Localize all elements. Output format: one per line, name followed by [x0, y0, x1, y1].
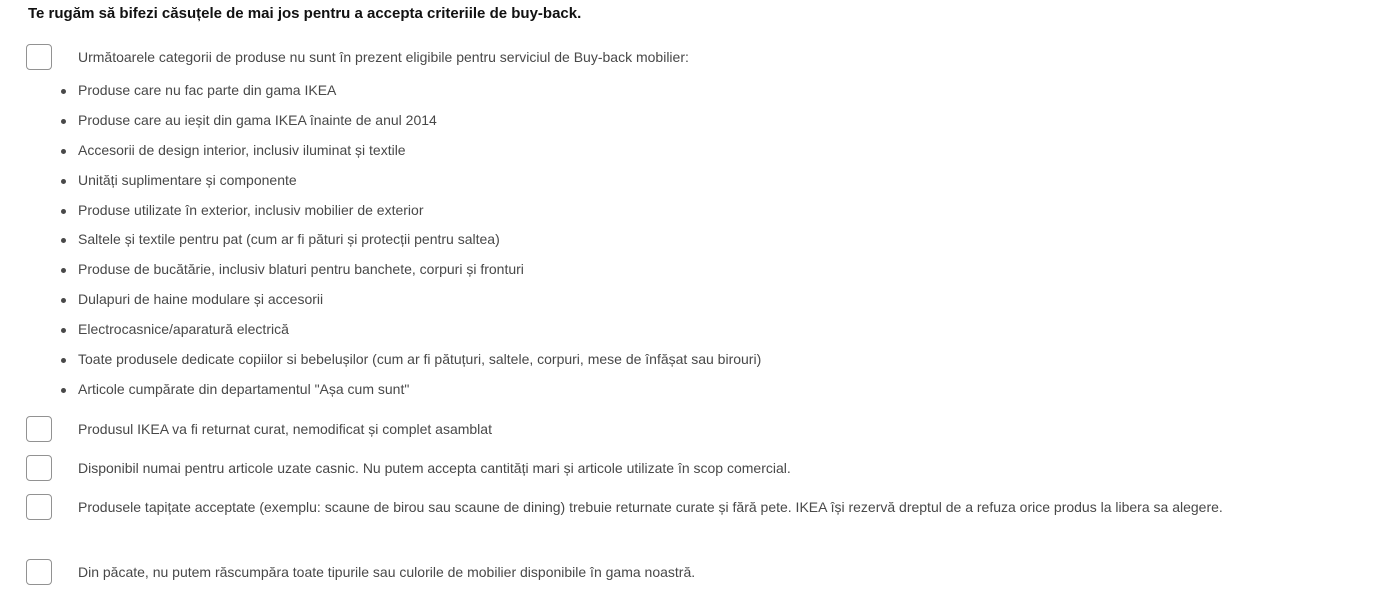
list-item: Dulapuri de haine modulare și accesorii: [58, 285, 761, 315]
list-item: Electrocasnice/aparatură electrică: [58, 315, 761, 345]
list-item: Accesorii de design interior, inclusiv iluminat și textile: [58, 136, 761, 166]
list-item: Articole cumpărate din departamentul "Așa cum sunt": [58, 375, 761, 405]
list-item: Produse de bucătărie, inclusiv blaturi pentru banchete, corpuri și fronturi: [58, 255, 761, 285]
criterion-label: Următoarele categorii de produse nu sunt în prezent eligibile pentru serviciul de Buy-back mobilier:: [78, 49, 689, 65]
criterion-label: Produsele tapițate acceptate (exemplu: scaune de birou sau scaune de dining) trebuie returnate curate și fără pete. IKEA își rezervă dreptul de a refuza orice produs la libera sa alegere.: [78, 499, 1223, 515]
criterion-label: Din păcate, nu putem răscumpăra toate tipurile sau culorile de mobilier disponibile în gama noastră.: [78, 564, 696, 580]
list-item: Unități suplimentare și componente: [58, 166, 761, 196]
household-use-checkbox[interactable]: [26, 455, 52, 481]
criterion-row-not-all-types[interactable]: [26, 559, 1388, 585]
page-heading: Te rugăm să bifezi căsuțele de mai jos pentru a accepta criteriile de buy-back.: [28, 5, 582, 22]
criterion-row-returned-clean[interactable]: [26, 416, 1388, 442]
list-item: Saltele și textile pentru pat (cum ar fi pături și protecții pentru saltea): [58, 225, 761, 255]
list-item: Toate produsele dedicate copiilor si bebelușilor (cum ar fi pătuțuri, saltele, corpuri, mese de înfășat sau birouri): [58, 345, 761, 375]
list-item: Produse utilizate în exterior, inclusiv mobilier de exterior: [58, 196, 761, 226]
list-item: Produse care nu fac parte din gama IKEA: [58, 76, 761, 106]
upholstered-products-checkbox[interactable]: [26, 494, 52, 520]
list-item: Produse care au ieșit din gama IKEA înainte de anul 2014: [58, 106, 761, 136]
criterion-row-ineligible-categories[interactable]: [26, 44, 1388, 70]
excluded-categories-list: [58, 76, 761, 405]
criterion-row-household-use[interactable]: [26, 455, 1388, 481]
criterion-row-upholstered-products[interactable]: [26, 494, 1388, 520]
returned-clean-checkbox[interactable]: [26, 416, 52, 442]
criterion-label: Disponibil numai pentru articole uzate casnic. Nu putem accepta cantități mari și articole utilizate în scop comercial.: [78, 460, 791, 476]
ineligible-categories-checkbox[interactable]: [26, 44, 52, 70]
criterion-label: Produsul IKEA va fi returnat curat, nemodificat și complet asamblat: [78, 421, 492, 437]
not-all-types-checkbox[interactable]: [26, 559, 52, 585]
